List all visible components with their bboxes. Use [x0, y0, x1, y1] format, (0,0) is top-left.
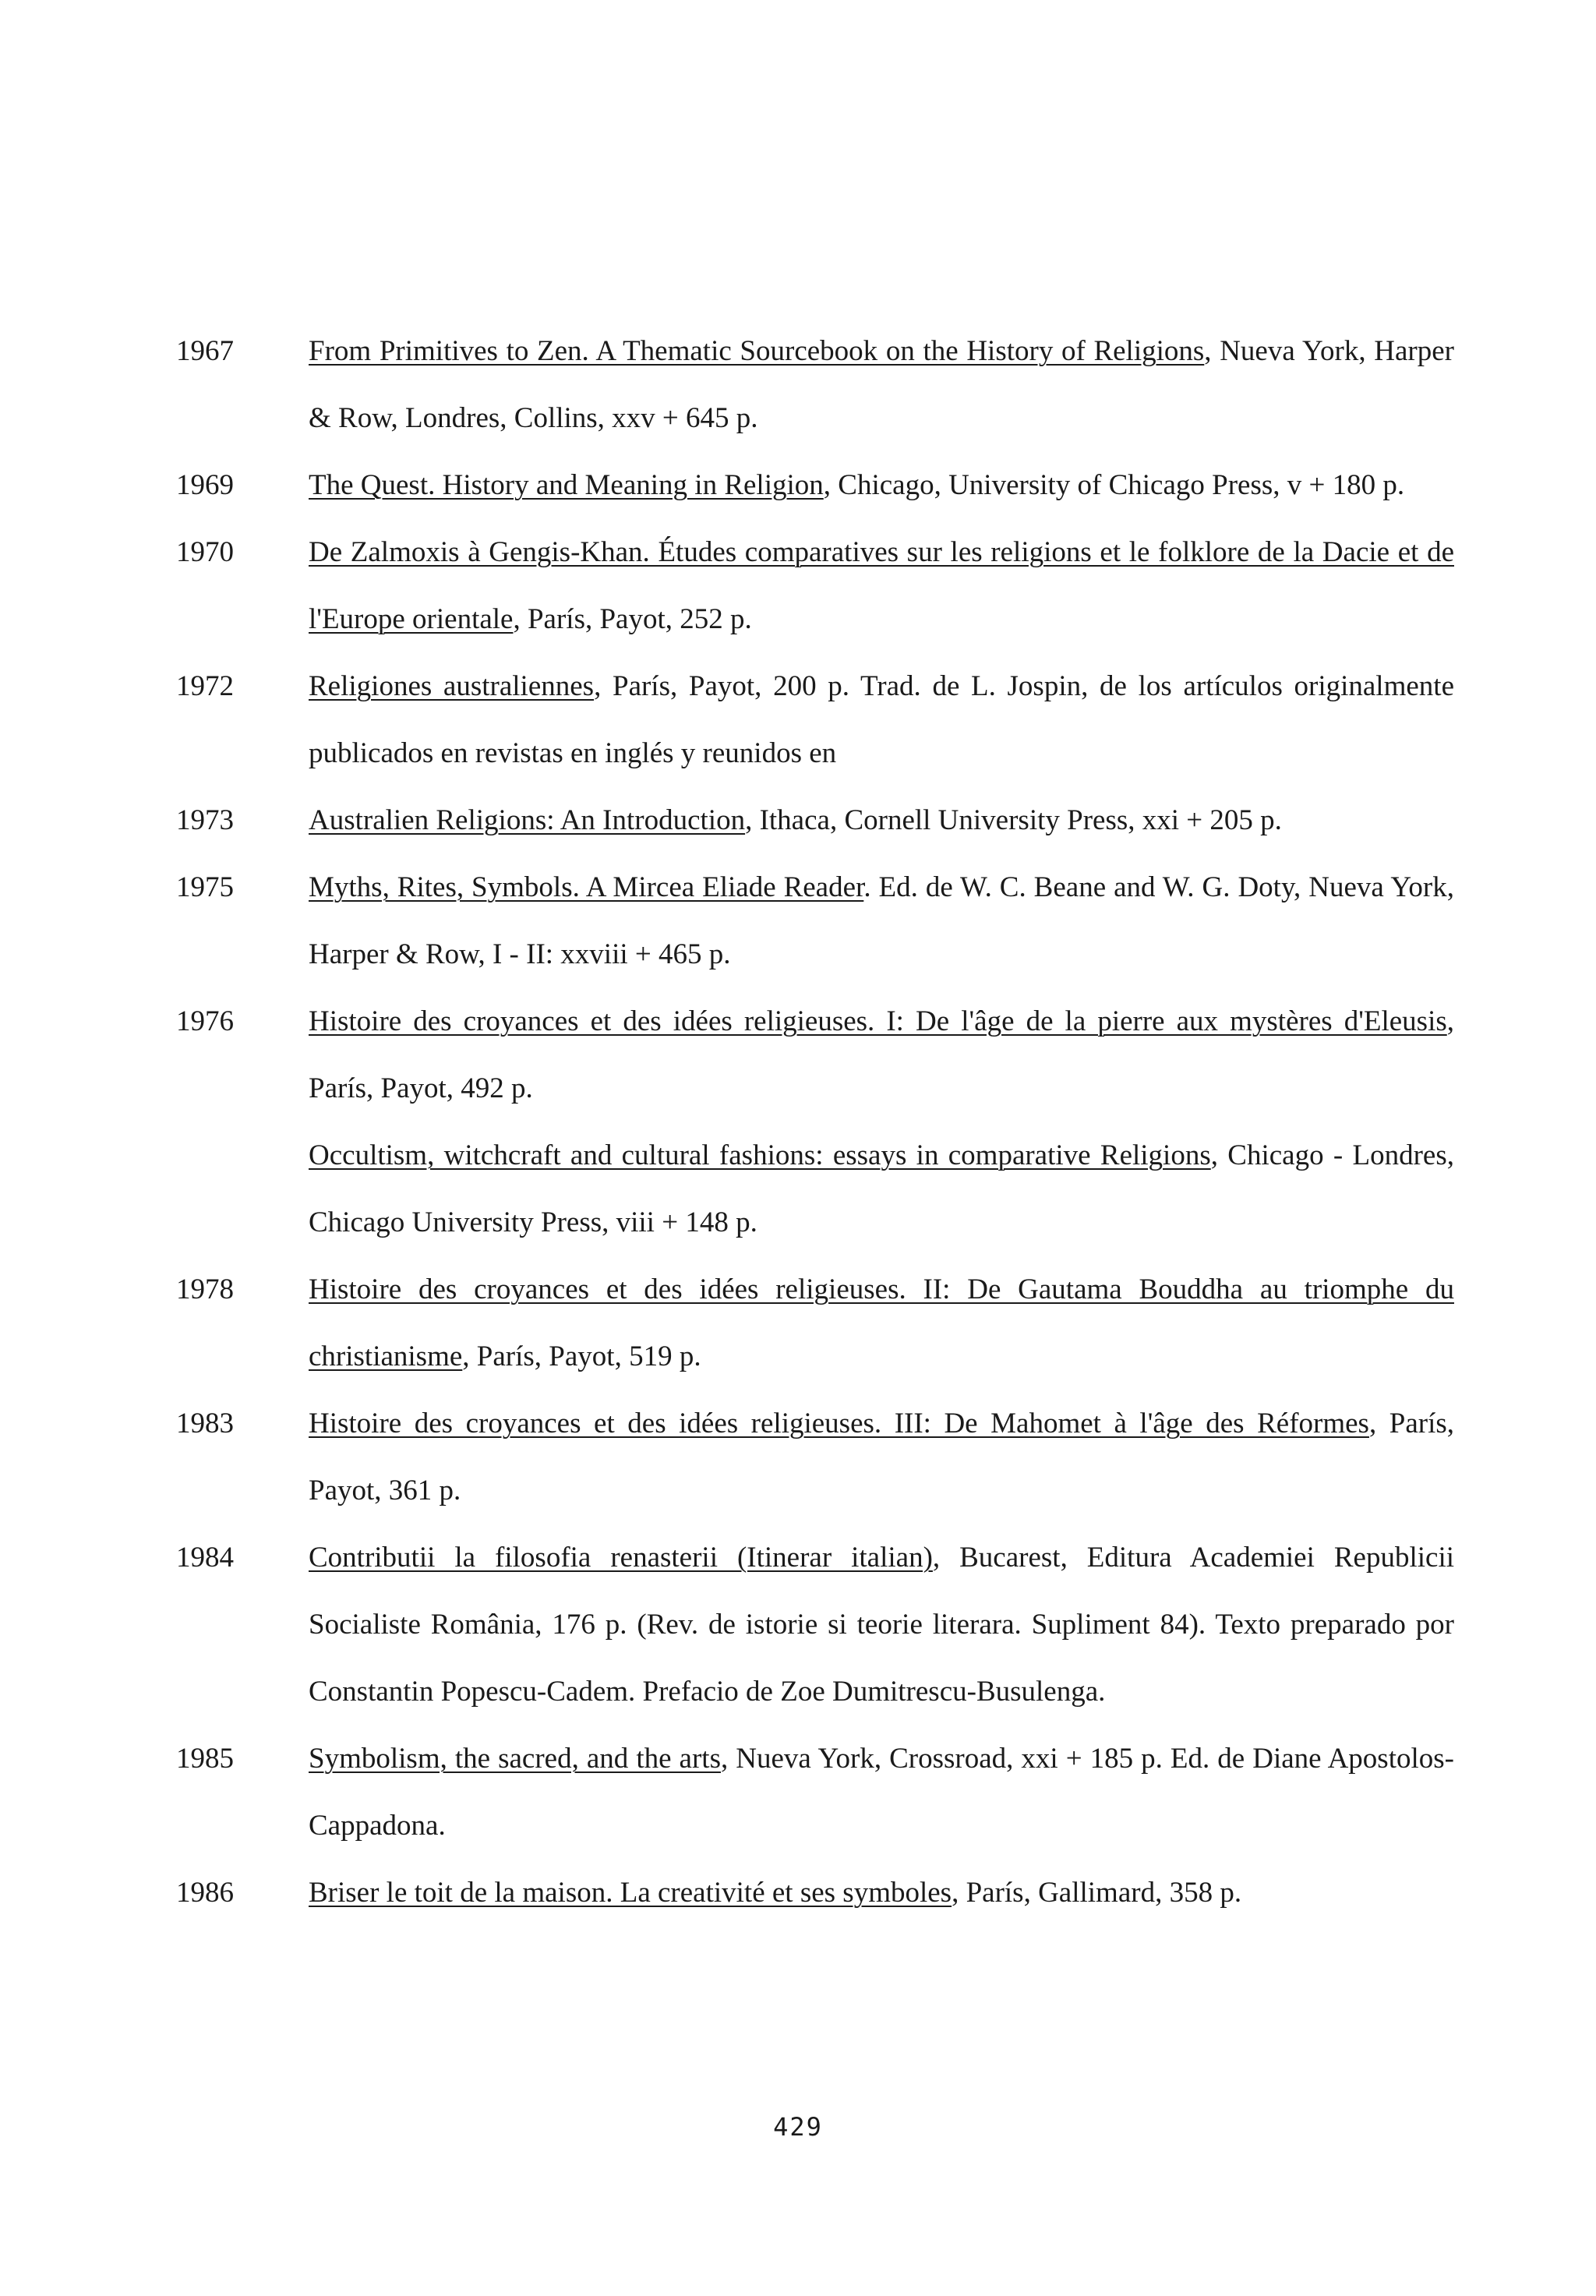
entry-year: 1978 [176, 1273, 234, 1305]
entry-text [309, 988, 1454, 1122]
entry-year: 1970 [176, 536, 234, 568]
bibliography-entry [176, 1256, 1462, 1390]
entry-title: Histoire des croyances et des idées religieuses. II: De Gautama Bouddha au triomphe du christianisme [309, 1273, 1454, 1372]
entry-year: 1985 [176, 1743, 234, 1775]
entry-title: Histoire des croyances et des idées religieuses. III: De Mahomet à l'âge des Réformes [309, 1408, 1369, 1439]
entry-text [309, 1726, 1454, 1860]
entry-year: 1972 [176, 670, 234, 702]
entry-year: 1976 [176, 1005, 234, 1037]
bibliography-entry [176, 452, 1462, 519]
entry-text [309, 1256, 1454, 1390]
bibliography-entry [176, 1524, 1462, 1726]
entry-text [309, 1390, 1454, 1524]
entry-year: 1983 [176, 1408, 234, 1439]
entry-text [309, 1122, 1454, 1256]
entry-details: , Chicago, University of Chicago Press, v + 180 p. [823, 469, 1405, 501]
entry-title: From Primitives to Zen. A Thematic Sourcebook on the History of Religions [309, 335, 1205, 367]
bibliography-entry [176, 1122, 1462, 1256]
entry-year: 1986 [176, 1877, 234, 1909]
entry-text [309, 318, 1454, 452]
entry-details: . Ed. de W. C. Beane and W. G. Doty, Nueva York, Harper & Row, I - II: xxviii + 465 p. [309, 871, 1454, 970]
entry-title: Briser le toit de la maison. La creativité et ses symboles [309, 1877, 952, 1909]
entry-title: The Quest. History and Meaning in Religion [309, 469, 824, 501]
entry-details: , Bucarest, Editura Academiei Republicii Socialiste România, 176 p. (Rev. de istorie si teorie literara. Supliment 84). Texto preparado por Constantin Popescu-Cadem. Prefacio de Zoe Dumitrescu-Busulenga. [309, 1542, 1455, 1708]
page-number: 429 [773, 2112, 823, 2142]
entry-title: De Zalmoxis à Gengis-Khan. Études comparatives sur les religions et le folklore de la Dacie et de l'Europe orientale [309, 536, 1454, 635]
entry-details: , París, Payot, 519 p. [462, 1341, 701, 1372]
entry-details: , París, Gallimard, 358 p. [952, 1877, 1242, 1909]
entry-details: , París, Payot, 200 p. Trad. de L. Jospin, de los artículos originalmente publicados en revistas en inglés y reunidos en [309, 670, 1454, 769]
bibliography-list [176, 318, 1462, 1927]
entry-year: 1967 [176, 335, 234, 367]
entry-details: , Chicago - Londres, Chicago University Press, viii + 148 p. [309, 1139, 1454, 1238]
bibliography-entry [176, 519, 1462, 653]
bibliography-entry [176, 318, 1462, 452]
entry-details: , Nueva York, Harper & Row, Londres, Collins, xxv + 645 p. [309, 335, 1454, 434]
entry-text [309, 519, 1454, 653]
entry-text [309, 787, 1454, 854]
entry-title: Contributii la filosofia renasterii (Itinerar italian) [309, 1542, 933, 1574]
entry-year: 1969 [176, 469, 234, 501]
entry-text [309, 854, 1454, 988]
entry-year: 1973 [176, 804, 234, 836]
bibliography-entry [176, 787, 1462, 854]
bibliography-entry [176, 1390, 1462, 1524]
entry-title: Symbolism, the sacred, and the arts [309, 1743, 721, 1775]
bibliography-entry [176, 1860, 1462, 1927]
entry-details: , Nueva York, Crossroad, xxi + 185 p. Ed. de Diane Apostolos-Cappadona. [309, 1743, 1454, 1842]
bibliography-entry [176, 988, 1462, 1122]
entry-details: , París, Payot, 252 p. [513, 603, 752, 635]
entry-year: 1975 [176, 871, 234, 903]
entry-title: Occultism, witchcraft and cultural fashions: essays in comparative Religions [309, 1139, 1211, 1171]
entry-text [309, 1524, 1454, 1726]
entry-title: Australien Religions: An Introduction [309, 804, 746, 836]
bibliography-entry [176, 653, 1462, 787]
entry-text [309, 653, 1454, 787]
entry-text [309, 452, 1454, 519]
entry-details: , París, Payot, 361 p. [309, 1408, 1455, 1507]
entry-details: , París, Payot, 492 p. [309, 1005, 1454, 1104]
entry-title: Histoire des croyances et des idées religieuses. I: De l'âge de la pierre aux mystères d'Eleusis [309, 1005, 1447, 1037]
bibliography-entry [176, 1726, 1462, 1860]
bibliography-entry [176, 854, 1462, 988]
entry-title: Religiones australiennes [309, 670, 595, 702]
entry-details: , Ithaca, Cornell University Press, xxi + 205 p. [745, 804, 1282, 836]
entry-text [309, 1860, 1454, 1927]
entry-year: 1984 [176, 1542, 234, 1574]
entry-title: Myths, Rites, Symbols. A Mircea Eliade Reader [309, 871, 864, 903]
